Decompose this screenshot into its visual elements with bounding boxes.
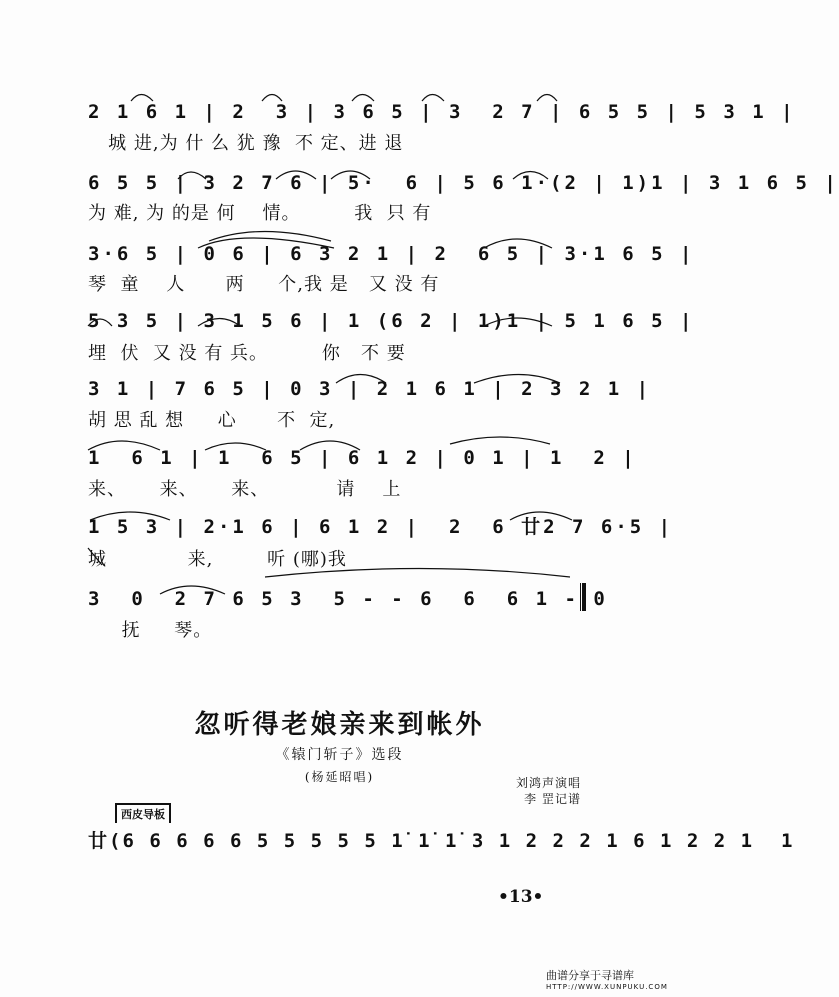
lyrics-line-4: 埋 伏 又 没 有 兵。 你 不 要: [88, 343, 406, 364]
notes-line-5: 3 1 | 7 6 5 | 0 3 | 2 1 6 1 | 2 3 2 1 |: [88, 378, 652, 400]
song-title: 忽听得老娘亲来到帐外: [194, 710, 485, 740]
notes-line-2: 6 5 5 | 3 2 7 6 | 5· 6 | 5 6 1·(2 | 1)1 | 3 1 6 5 |: [88, 172, 839, 194]
notes-line-4: 5 3 5 | 3 1 5 6 | 1 (6 2 | 1)1 | 5 1 6 5 |: [88, 310, 695, 332]
lyrics-line-6: 来、 来、 来、 请 上: [88, 479, 402, 500]
notes-line-1: 2 1 6 1 | 2 3 | 3 6 5 | 3 2 7 | 6 5 5 | 5 3 1 |: [88, 101, 796, 123]
watermark-text: 曲谱分享于寻谱库: [546, 969, 634, 982]
notes-line-3: 3·6 5 | 0 6 | 6 3 2 1 | 2 6 5 | 3·1 6 5 |: [88, 243, 695, 265]
mode-label: 西皮导板: [115, 803, 171, 823]
notes-line-7: 1 5 3 | 2·1 6 | 6 1 2 | 2 6 廿2 7 6·5 |: [88, 516, 674, 538]
lyrics-line-1: 城 进,为 什 么 犹 豫 不 定、进 退: [88, 133, 404, 154]
lyrics-line-7: 城 来, 听 (哪)我: [88, 549, 347, 570]
intro-notes: 廿(6 6 6 6 6 5 5 5 5 5 1̇ 1̇ 1̇ 3 1 2 2 2 1 6 1 2 2 1 1: [88, 830, 795, 852]
lyrics-line-5: 胡 思 乱 想 心 不 定,: [88, 410, 336, 431]
page-number: •13•: [498, 887, 544, 907]
lyrics-line-8: 抚 琴。: [88, 620, 213, 641]
notator-credit: 李 罡记谱: [524, 792, 581, 806]
lyrics-line-3: 琴 童 人 两 个,我 是 又 没 有: [88, 274, 440, 295]
role-note: (杨延昭唱): [304, 770, 375, 784]
watermark-url: HTTP://WWW.XUNPUKU.COM: [546, 983, 668, 991]
notes-line-8: 3 0 2 7 6 5 3 5 - - 6 6 6 1 - 0: [88, 588, 608, 610]
performer-credit: 刘鸿声演唱: [515, 776, 581, 790]
final-double-barline: [580, 583, 586, 611]
lyrics-line-2: 为 难, 为 的是 何 情。 我 只 有: [88, 203, 432, 224]
notes-line-6: 1 6 1 | 1 6 5 | 6 1 2 | 0 1 | 1 2 |: [88, 447, 637, 469]
song-subtitle: 《辕门斩子》选段: [275, 747, 404, 763]
